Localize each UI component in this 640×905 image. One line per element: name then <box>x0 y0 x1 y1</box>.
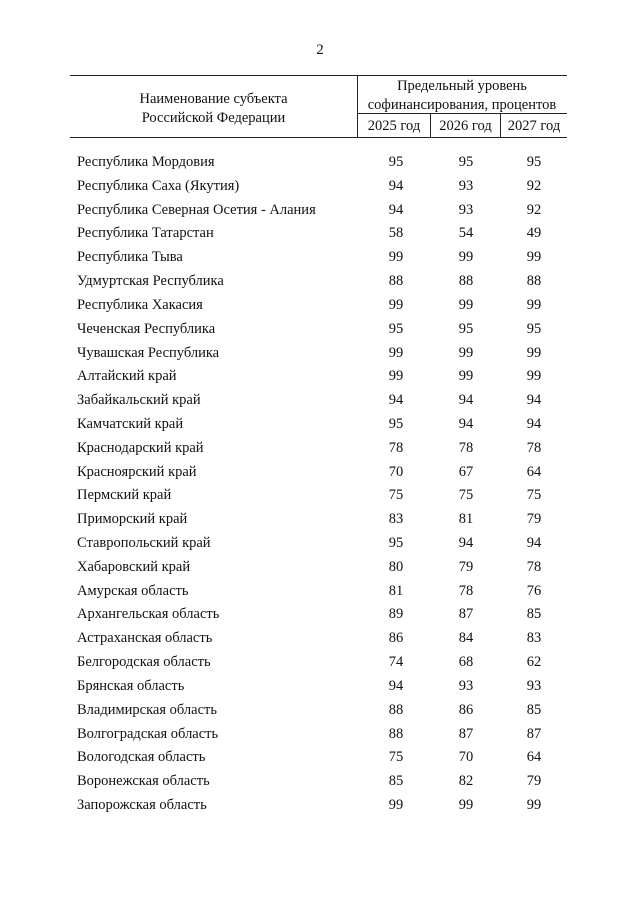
value-2027-cell: 64 <box>526 749 542 766</box>
region-name-cell: Чеченская Республика <box>77 320 216 337</box>
table-row <box>0 556 640 580</box>
value-2027-cell: 94 <box>526 392 542 409</box>
table-row <box>0 603 640 627</box>
region-name-cell: Республика Тыва <box>77 249 183 266</box>
value-2026-cell: 99 <box>458 368 474 385</box>
region-name-cell: Архангельская область <box>77 606 220 623</box>
region-name-cell: Удмуртская Республика <box>77 273 224 290</box>
value-2027-cell: 95 <box>526 154 542 170</box>
region-name-cell: Астраханская область <box>77 630 213 647</box>
table-row <box>0 413 640 437</box>
value-2025-cell: 95 <box>388 320 404 337</box>
value-2025-cell: 58 <box>388 225 404 242</box>
region-name-cell: Ставропольский край <box>77 535 211 551</box>
value-2027-cell: 88 <box>526 273 542 290</box>
value-2025-cell: 75 <box>388 749 404 766</box>
table-row <box>0 365 640 389</box>
value-2027-cell: 49 <box>526 225 542 242</box>
table-row <box>0 580 640 604</box>
value-2026-cell: 99 <box>458 296 474 313</box>
value-2027-cell: 94 <box>526 415 542 432</box>
value-2025-cell: 85 <box>388 773 404 790</box>
value-2025-cell: 78 <box>388 439 404 456</box>
table-row <box>0 770 640 794</box>
value-2025-cell: 95 <box>388 154 404 170</box>
region-name-cell: Краснодарский край <box>77 439 204 456</box>
region-name-cell: Республика Мордовия <box>77 154 215 170</box>
value-2026-cell: 87 <box>458 725 474 742</box>
region-name-cell: Запорожская область <box>77 796 207 813</box>
value-2027-cell: 83 <box>526 630 542 647</box>
value-2027-cell: 99 <box>526 296 542 313</box>
header-group-line-1: Предельный уровень <box>397 78 527 94</box>
header-year-2025: 2025 год <box>367 118 421 134</box>
value-2027-cell: 78 <box>526 439 542 456</box>
value-2025-cell: 83 <box>388 511 404 528</box>
table-row <box>0 389 640 413</box>
table-row <box>0 222 640 246</box>
region-name-cell: Приморский край <box>77 511 188 528</box>
value-2025-cell: 95 <box>388 415 404 432</box>
value-2025-cell: 94 <box>388 177 404 194</box>
region-name-cell: Белгородская область <box>77 654 211 671</box>
table-row <box>0 461 640 485</box>
table-row <box>0 199 640 223</box>
header-year-2027: 2027 год <box>507 118 561 134</box>
value-2027-cell: 78 <box>526 558 542 575</box>
value-2027-cell: 85 <box>526 701 542 718</box>
value-2026-cell: 84 <box>458 630 474 647</box>
header-group-line-2: софинансирования, процентов <box>367 97 557 113</box>
value-2025-cell: 99 <box>388 796 404 813</box>
value-2026-cell: 94 <box>458 535 474 551</box>
table-row <box>0 318 640 342</box>
value-2026-cell: 99 <box>458 344 474 361</box>
value-2025-cell: 86 <box>388 630 404 647</box>
value-2025-cell: 70 <box>388 463 404 480</box>
header-region-line-2: Российской Федерации <box>141 110 286 126</box>
value-2027-cell: 99 <box>526 344 542 361</box>
value-2025-cell: 89 <box>388 606 404 623</box>
value-2025-cell: 94 <box>388 392 404 409</box>
value-2026-cell: 88 <box>458 273 474 290</box>
region-name-cell: Забайкальский край <box>77 392 201 409</box>
value-2025-cell: 99 <box>388 344 404 361</box>
value-2026-cell: 68 <box>458 654 474 671</box>
region-name-cell: Брянская область <box>77 677 185 694</box>
value-2026-cell: 93 <box>458 177 474 194</box>
table-row <box>0 794 640 818</box>
value-2025-cell: 95 <box>388 535 404 551</box>
value-2027-cell: 99 <box>526 249 542 266</box>
value-2026-cell: 95 <box>458 320 474 337</box>
value-2027-cell: 95 <box>526 320 542 337</box>
value-2026-cell: 54 <box>458 225 474 242</box>
table-row <box>0 270 640 294</box>
value-2025-cell: 81 <box>388 582 404 599</box>
table-row <box>0 175 640 199</box>
value-2026-cell: 79 <box>458 558 474 575</box>
value-2027-cell: 99 <box>526 368 542 385</box>
value-2027-cell: 92 <box>526 201 542 218</box>
table-row <box>0 342 640 366</box>
region-name-cell: Чувашская Республика <box>77 344 220 361</box>
region-name-cell: Республика Саха (Якутия) <box>77 177 240 194</box>
table-row <box>0 699 640 723</box>
table-row <box>0 532 640 556</box>
region-name-cell: Воронежская область <box>77 773 210 790</box>
value-2027-cell: 93 <box>526 677 542 694</box>
value-2026-cell: 93 <box>458 677 474 694</box>
table-body <box>0 151 640 818</box>
value-2026-cell: 93 <box>458 201 474 218</box>
value-2025-cell: 88 <box>388 273 404 290</box>
region-name-cell: Республика Северная Осетия - Алания <box>77 201 316 218</box>
table-row <box>0 723 640 747</box>
value-2025-cell: 88 <box>388 701 404 718</box>
value-2027-cell: 99 <box>526 796 542 813</box>
value-2027-cell: 79 <box>526 773 542 790</box>
value-2026-cell: 75 <box>458 487 474 504</box>
region-name-cell: Республика Татарстан <box>77 225 214 242</box>
value-2025-cell: 94 <box>388 677 404 694</box>
value-2025-cell: 75 <box>388 487 404 504</box>
table-row <box>0 246 640 270</box>
value-2027-cell: 87 <box>526 725 542 742</box>
value-2026-cell: 99 <box>458 796 474 813</box>
region-name-cell: Амурская область <box>77 582 189 599</box>
value-2026-cell: 94 <box>458 392 474 409</box>
value-2025-cell: 80 <box>388 558 404 575</box>
table-row <box>0 437 640 461</box>
value-2026-cell: 70 <box>458 749 474 766</box>
value-2027-cell: 85 <box>526 606 542 623</box>
region-name-cell: Хабаровский край <box>77 558 191 575</box>
value-2027-cell: 76 <box>526 582 542 599</box>
header-bottom-rule <box>70 137 567 138</box>
value-2025-cell: 88 <box>388 725 404 742</box>
value-2026-cell: 99 <box>458 249 474 266</box>
value-2026-cell: 81 <box>458 511 474 528</box>
value-2027-cell: 62 <box>526 654 542 671</box>
value-2026-cell: 78 <box>458 582 474 599</box>
region-name-cell: Пермский край <box>77 487 172 504</box>
value-2026-cell: 95 <box>458 154 474 170</box>
region-name-cell: Вологодская область <box>77 749 206 766</box>
header-cofinancing-group <box>357 77 567 115</box>
value-2026-cell: 82 <box>458 773 474 790</box>
value-2027-cell: 92 <box>526 177 542 194</box>
value-2027-cell: 75 <box>526 487 542 504</box>
region-name-cell: Республика Хакасия <box>77 296 203 313</box>
value-2025-cell: 99 <box>388 296 404 313</box>
value-2026-cell: 86 <box>458 701 474 718</box>
table-row <box>0 746 640 770</box>
table-row <box>0 651 640 675</box>
region-name-cell: Алтайский край <box>77 368 177 385</box>
region-name-cell: Красноярский край <box>77 463 197 480</box>
header-region-line-1: Наименование субъекта <box>139 91 288 107</box>
region-name-cell: Волгоградская область <box>77 725 219 742</box>
table-row <box>0 675 640 699</box>
table-row <box>0 151 640 175</box>
value-2025-cell: 74 <box>388 654 404 671</box>
table-row <box>0 508 640 532</box>
header-region-name <box>70 90 357 128</box>
value-2025-cell: 94 <box>388 201 404 218</box>
region-name-cell: Камчатский край <box>77 415 184 432</box>
value-2026-cell: 78 <box>458 439 474 456</box>
table-row <box>0 627 640 651</box>
header-year-2026: 2026 год <box>439 118 492 134</box>
value-2026-cell: 67 <box>458 463 474 480</box>
header-top-rule <box>70 75 567 76</box>
value-2027-cell: 94 <box>526 535 542 551</box>
value-2026-cell: 94 <box>458 415 474 432</box>
value-2026-cell: 87 <box>458 606 474 623</box>
table-row <box>0 484 640 508</box>
value-2025-cell: 99 <box>388 249 404 266</box>
value-2027-cell: 79 <box>526 511 542 528</box>
value-2027-cell: 64 <box>526 463 542 480</box>
value-2025-cell: 99 <box>388 368 404 385</box>
page-number: 2 <box>316 42 324 58</box>
region-name-cell: Владимирская область <box>77 701 217 718</box>
table-row <box>0 294 640 318</box>
